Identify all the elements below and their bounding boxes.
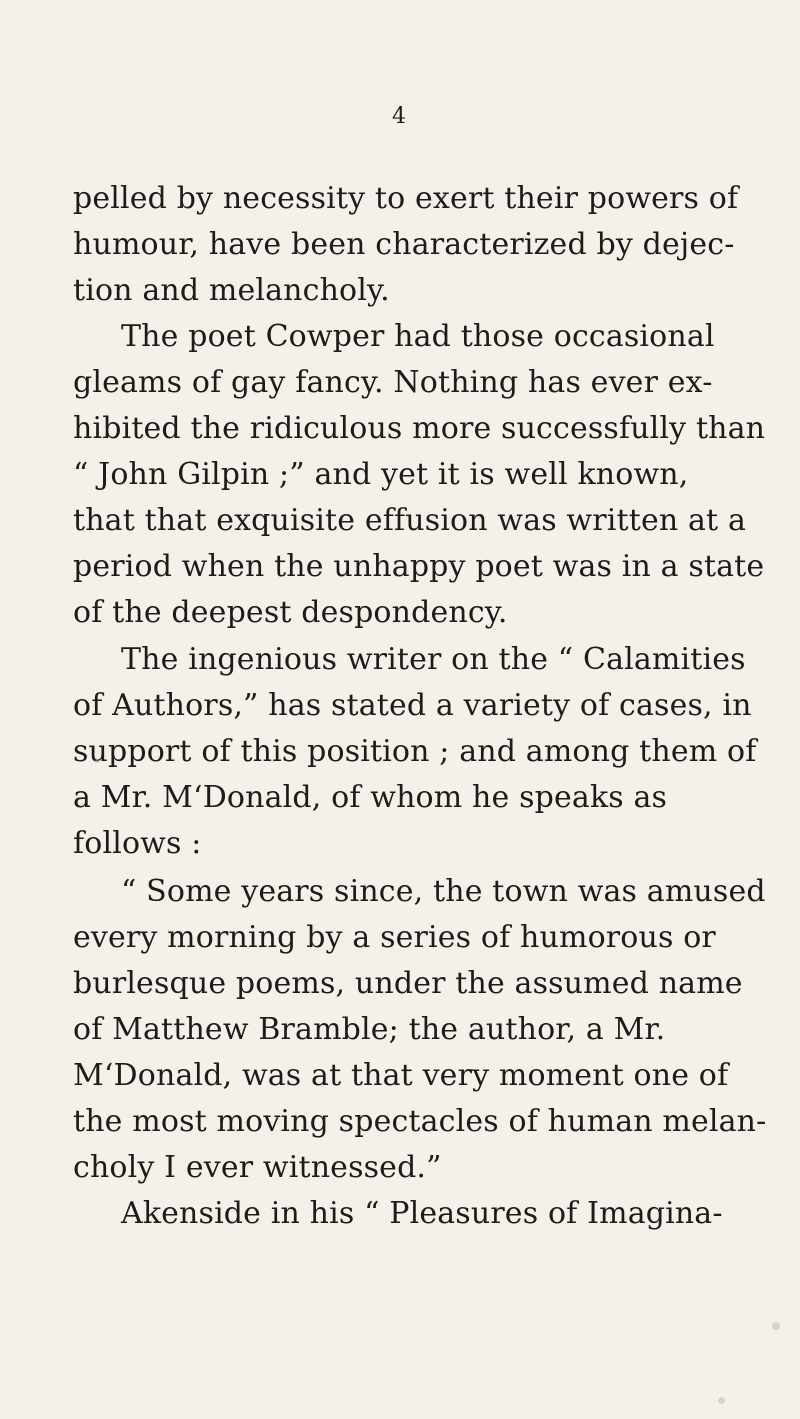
- text-line: pelled by necessity to exert their powers of: [73, 181, 739, 216]
- text-line: hibited the ridiculous more successfully than: [73, 411, 766, 446]
- text-line: of Authors,” has stated a variety of cases, in: [73, 688, 752, 723]
- text-line: The poet Cowper had those occasional: [121, 319, 715, 354]
- text-line: humour, have been characterized by dejec-: [73, 227, 735, 262]
- text-line: Akenside in his “ Pleasures of Imagina-: [121, 1196, 723, 1231]
- text-line: choly I ever witnessed.”: [73, 1150, 442, 1185]
- text-line: of Matthew Bramble; the author, a Mr.: [73, 1012, 666, 1047]
- text-line: of the deepest despondency.: [73, 595, 508, 630]
- paper-speck: [95, 759, 99, 763]
- page-number: 4: [392, 104, 406, 129]
- text-line: “ Some years since, the town was amused: [121, 874, 766, 909]
- text-line: support of this position ; and among them of: [73, 734, 757, 769]
- text-line: the most moving spectacles of human melan-: [73, 1104, 767, 1139]
- paper-speck: [718, 1397, 725, 1404]
- text-line: period when the unhappy poet was in a state: [73, 549, 765, 584]
- paper-speck: [772, 1322, 780, 1330]
- text-line: The ingenious writer on the “ Calamities: [121, 642, 746, 677]
- text-line: follows :: [73, 826, 202, 861]
- text-line: a Mr. M‘Donald, of whom he speaks as: [73, 780, 668, 815]
- text-line: burlesque poems, under the assumed name: [73, 966, 743, 1001]
- text-line: every morning by a series of humorous or: [73, 920, 716, 955]
- text-line: M‘Donald, was at that very moment one of: [73, 1058, 729, 1093]
- text-line: tion and melancholy.: [73, 273, 390, 308]
- text-line: “ John Gilpin ;” and yet it is well known,: [73, 457, 689, 492]
- text-line: gleams of gay fancy. Nothing has ever ex-: [73, 365, 713, 400]
- text-line: that that exquisite effusion was written at a: [73, 503, 746, 538]
